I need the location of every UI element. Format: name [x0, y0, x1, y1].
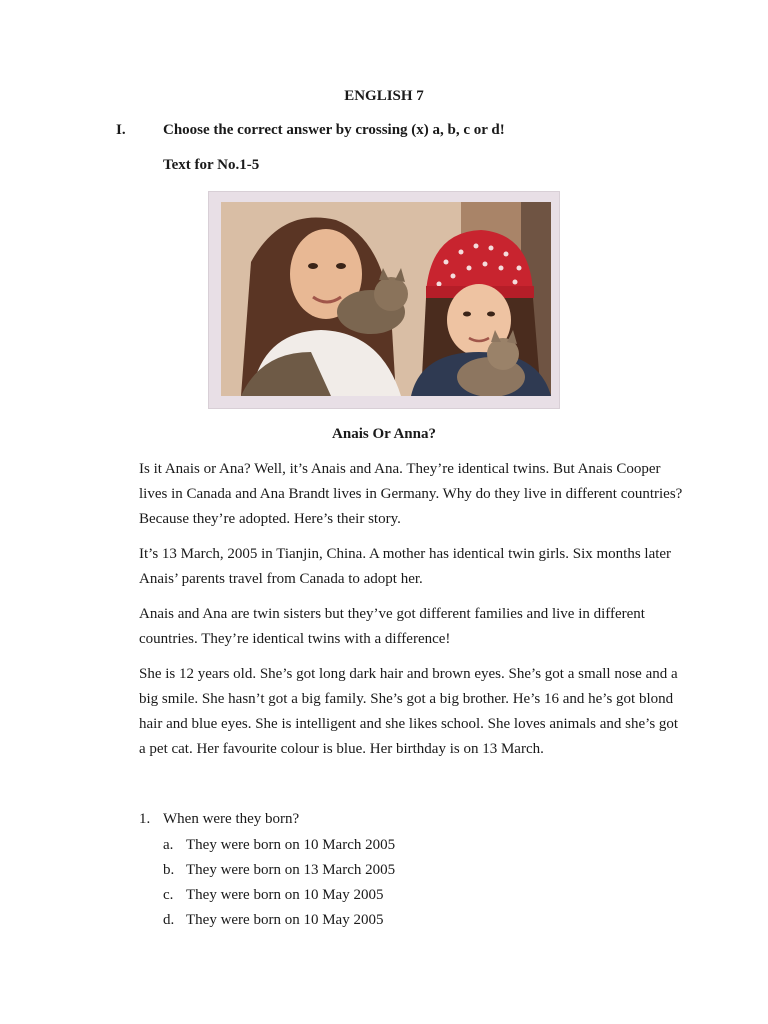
photo-image-area	[221, 202, 551, 396]
option-b[interactable]: They were born on 13 March 2005	[186, 862, 396, 878]
option-letter-d: d.	[163, 912, 175, 928]
story-title: Anais Or Anna?	[332, 426, 436, 442]
section-number: I.	[116, 122, 126, 138]
text-reference: Text for No.1-5	[163, 157, 260, 173]
section-instruction: Choose the correct answer by crossing (x) a, b, c or d!	[163, 122, 505, 138]
option-letter-b: b.	[163, 862, 175, 878]
story-paragraph: Anais and Ana are twin sisters but they’ve got different families and live in different countries. They’re identical twins with a difference!	[139, 606, 645, 647]
story-paragraph: It’s 13 March, 2005 in Tianjin, China. A mother has identical twin girls. Six months later Anais’ parents travel from Canada to adopt her.	[139, 546, 672, 587]
option-d[interactable]: They were born on 10 May 2005	[186, 912, 384, 928]
twins-with-cats-illustration	[221, 202, 551, 396]
option-letter-a: a.	[163, 837, 174, 853]
option-letter-c: c.	[163, 887, 174, 903]
page-title: ENGLISH 7	[344, 88, 424, 104]
option-a[interactable]: They were born on 10 March 2005	[186, 837, 396, 853]
story-paragraph: She is 12 years old. She’s got long dark hair and brown eyes. She’s got a small nose and a big smile. She hasn’t got a big family. She’s got a big brother. He’s 16 and he’s got blond hair and blue eyes. She is intelligent and she likes school. She loves animals and she’s got a pet cat. Her favourite colour is blue. Her birthday is on 13 March.	[139, 666, 679, 757]
story-paragraph: Is it Anais or Ana? Well, it’s Anais and Ana. They’re identical twins. But Anais Cooper lives in Canada and Ana Brandt lives in Germany. Why do they live in different countries? Because they’re adopted. Here’s their story.	[139, 461, 683, 527]
option-c[interactable]: They were born on 10 May 2005	[186, 887, 384, 903]
question-number: 1.	[139, 811, 151, 827]
question-text: When were they born?	[163, 811, 300, 827]
twins-photo	[209, 192, 559, 408]
